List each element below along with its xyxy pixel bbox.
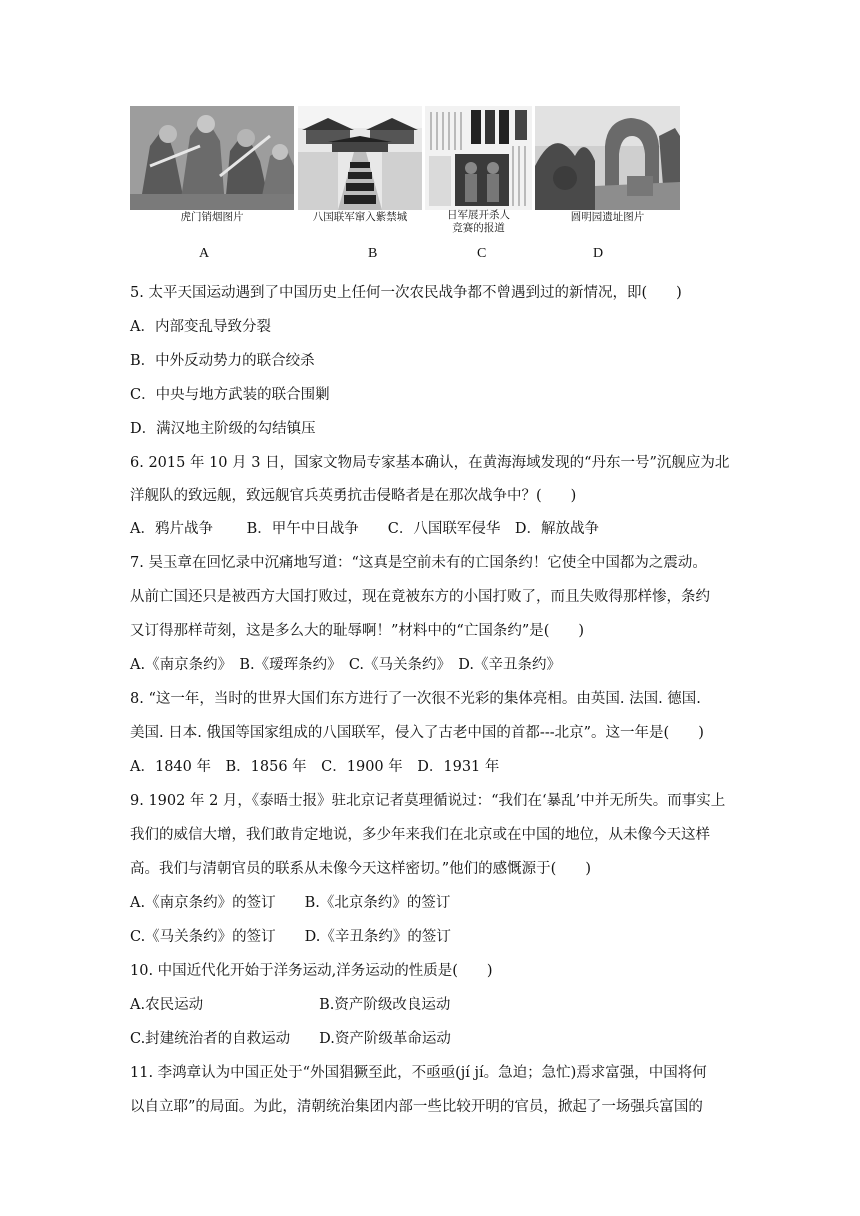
- figure-d-caption: 圆明园遗址图片: [570, 211, 645, 223]
- figure-a: [130, 106, 294, 223]
- newspaper-image: [425, 106, 532, 210]
- figure-b: [298, 106, 422, 223]
- q9-line-3: 高。我们与清朝官员的联系从未像今天这样密切。”他们的感慨源于( ): [130, 861, 591, 877]
- figure-c-caption-line-2: 竞赛的报道: [452, 222, 505, 234]
- q8-line-1: 8. “这一年，当时的世界大国们东方进行了一次很不光彩的集体亮相。由英国. 法国. 德国.: [130, 691, 701, 707]
- q7-line-2: 从前亡国还只是被西方大国打败过，现在竟被东方的小国打败了，而且失败得那样惨，条约: [130, 589, 710, 605]
- figure-a-caption: 虎门销烟图片: [180, 211, 244, 223]
- q7-line-3: 又订得那样苛刻，这是多么大的耻辱啊！”材料中的“亡国条约”是( ): [130, 623, 585, 639]
- figure-c-letter: C: [477, 246, 487, 261]
- q9-line-1: 9. 1902 年 2 月，《泰晤士报》驻北京记者莫理循说过：“我们在‘暴乱’中并无所失。而事实上: [130, 793, 726, 809]
- relief-sculpture-image: [130, 106, 294, 210]
- q9-options-row-1: A.《南京条约》的签订 B.《北京条约》的签订: [130, 895, 451, 911]
- q11-line-1: 11. 李鸿章认为中国正处于“外国猖獗至此，不亟亟(jí jí。急迫；急忙)焉求富强，中国将何: [130, 1065, 707, 1081]
- q8-line-2: 美国. 日本. 俄国等国家组成的八国联军，侵入了古老中国的首都---北京”。这一年是( ): [130, 725, 704, 741]
- q10-stem: 10. 中国近代化开始于洋务运动,洋务运动的性质是( ): [130, 963, 493, 979]
- figure-letters: [0, 246, 860, 266]
- figure-d: [535, 106, 680, 223]
- q5-option-a: A．内部变乱导致分裂: [130, 319, 271, 335]
- figure-row: [130, 106, 680, 236]
- figure-c-caption-line-1: 日军展开杀人: [447, 209, 510, 221]
- q6-options: A．鸦片战争 B．甲午中日战争 C．八国联军侵华 D．解放战争: [130, 521, 599, 537]
- figure-b-letter: B: [368, 246, 378, 261]
- q5-stem: 5. 太平天国运动遇到了中国历史上任何一次农民战争都不曾遇到过的新情况，即( ): [130, 285, 682, 301]
- q10-options-row-2: C.封建统治者的自救运动 D.资产阶级革命运动: [130, 1031, 451, 1047]
- figure-a-letter: A: [199, 246, 210, 261]
- figure-b-caption: 八国联军窜入紫禁城: [312, 211, 408, 223]
- q5-option-d: D．满汉地主阶级的勾结镇压: [130, 421, 316, 437]
- q8-options: A．1840 年 B．1856 年 C．1900 年 D．1931 年: [130, 759, 500, 775]
- q6-line-2: 洋舰队的致远舰，致远舰官兵英勇抗击侵略者是在那次战争中？( ): [130, 488, 577, 504]
- q9-line-2: 我们的威信大增，我们敢肯定地说，多少年来我们在北京或在中国的地位，从未像今天这样: [130, 827, 710, 843]
- q11-line-2: 以自立耶”的局面。为此，清朝统治集团内部一些比较开明的官员，掀起了一场强兵富国的: [130, 1099, 703, 1115]
- forbidden-city-image: [298, 106, 422, 210]
- q7-line-1: 7. 吴玉章在回忆录中沉痛地写道：“这真是空前未有的亡国条约！它使全中国都为之震动。: [130, 555, 707, 571]
- q7-options: A.《南京条约》 B.《瑷珲条约》 C.《马关条约》 D.《辛丑条约》: [130, 657, 561, 673]
- q5-option-c: C．中央与地方武装的联合围剿: [130, 387, 330, 403]
- figure-d-letter: D: [593, 246, 604, 261]
- ruins-image: [535, 106, 680, 210]
- q10-options-row-1: A.农民运动 B.资产阶级改良运动: [130, 997, 451, 1013]
- q6-line-1: 6. 2015 年 10 月 3 日，国家文物局专家基本确认，在黄海海域发现的“丹东一号”沉舰应为北: [130, 455, 730, 471]
- q9-options-row-2: C.《马关条约》的签订 D.《辛丑条约》的签订: [130, 929, 451, 945]
- q5-option-b: B．中外反动势力的联合绞杀: [130, 353, 315, 369]
- figure-c: [425, 106, 532, 234]
